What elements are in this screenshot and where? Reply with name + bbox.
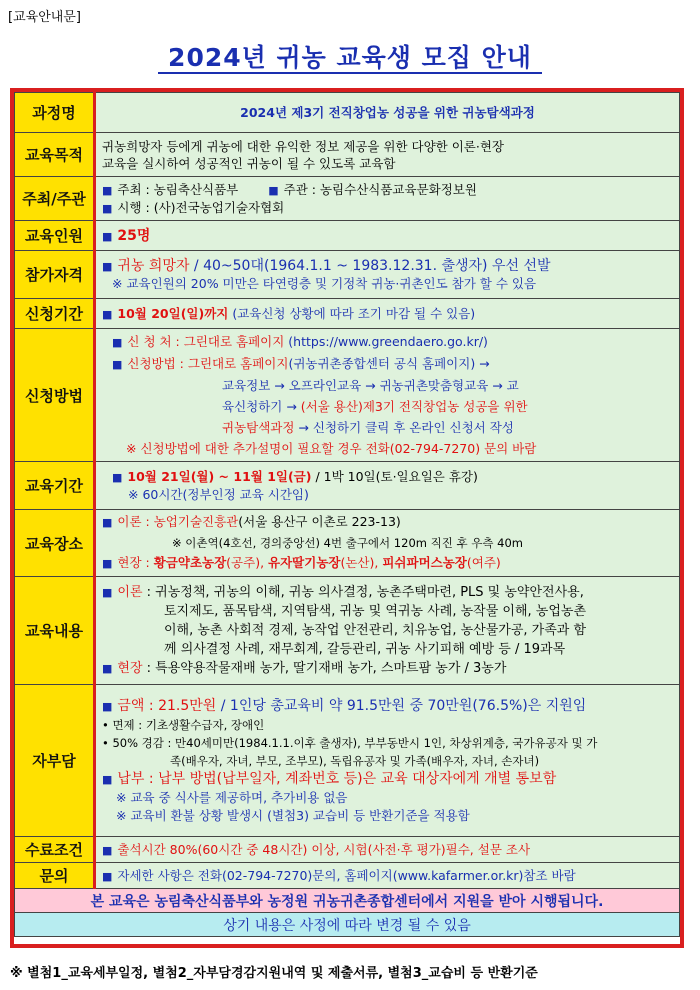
executor-text: 시행 : (사)전국농업기술자협회 bbox=[117, 199, 285, 215]
place-field-3: 피쉬파머스농장 bbox=[382, 555, 467, 570]
place-address: (서울 용산구 이촌로 223-13) bbox=[238, 514, 401, 529]
notice-support: 본 교육은 농림축산식품부와 농정원 귀농귀촌종합센터에서 지원을 받아 시행됩니다. bbox=[15, 889, 680, 913]
fee-exempt: • 면제 : 기초생활수급자, 장애인 bbox=[102, 717, 265, 732]
method-course: (서울 용산)제3기 전직창업농 성공을 위한 bbox=[300, 399, 528, 414]
method-content bbox=[95, 329, 680, 462]
content-field-head: 현장 bbox=[117, 661, 143, 676]
bullet-icon: ■ bbox=[102, 843, 113, 857]
place-field-2-region: (논산), bbox=[340, 555, 383, 570]
eligibility-target: 귀농 희망자 bbox=[117, 257, 190, 274]
row-course bbox=[15, 93, 680, 133]
label-course: 과정명 bbox=[15, 93, 95, 133]
bullet-icon: ■ bbox=[102, 869, 113, 883]
deadline-date: 10월 20일(일)까지 bbox=[117, 305, 229, 321]
capacity-content bbox=[95, 221, 680, 251]
row-inquiry bbox=[15, 863, 680, 889]
notice-change: 상기 내용은 사정에 따라 변경 될 수 있음 bbox=[15, 913, 680, 937]
label-deadline: 신청기간 bbox=[15, 299, 95, 329]
row-period bbox=[15, 462, 680, 510]
fee-refund: ※ 교육비 환불 상황 발생시 (별첨3) 교습비 등 반환기준을 적용함 bbox=[116, 807, 470, 823]
fee-half-1: • 50% 경감 : 만40세미만(1984.1.1.이후 출생자), 부부동반시 1인, 차상위계층, 국가유공자 및 가 bbox=[102, 735, 598, 750]
eligibility-note: ※ 교육인원의 20% 미만은 타연령층 및 기정착 귀농·귀촌인도 참가 할 수 있음 bbox=[112, 275, 537, 291]
label-completion: 수료조건 bbox=[15, 837, 95, 863]
inquiry-content bbox=[95, 863, 680, 889]
method-note: ※ 신청방법에 대한 추가설명이 필요할 경우 전화(02-794-7270) 문의 바람 bbox=[126, 441, 537, 456]
info-table-frame bbox=[10, 88, 684, 948]
row-host bbox=[15, 177, 680, 221]
fee-pay: 납부 : 납부 방법(납부일자, 계좌번호 등)은 교육 대상자에게 개별 통보함 bbox=[117, 770, 557, 787]
row-fee bbox=[15, 685, 680, 837]
fee-content bbox=[95, 685, 680, 837]
label-fee: 자부담 bbox=[15, 685, 95, 837]
deadline-note: (교육신청 상황에 따라 조기 마감 될 수 있음) bbox=[228, 305, 476, 321]
bullet-icon: ■ bbox=[102, 229, 113, 243]
fee-amount: 금액 : 21.5만원 bbox=[117, 697, 217, 714]
capacity-value: 25명 bbox=[117, 227, 151, 244]
place-field-2: 유자딸기농장 bbox=[268, 555, 341, 570]
content-content bbox=[95, 577, 680, 685]
bullet-icon: ■ bbox=[112, 358, 123, 371]
row-eligibility bbox=[15, 251, 680, 299]
place-theory: 이론 : 농업기술진흥관 bbox=[117, 514, 239, 529]
content-theory-3: 이해, 농촌 사회적 경제, 농작업 안전관리, 치유농업, 농산물가공, 가족과 함 bbox=[164, 623, 587, 638]
fee-amount-note: / 1인당 총교육비 약 91.5만원 중 70만원(76.5%)은 지원임 bbox=[216, 697, 587, 714]
bullet-icon: ■ bbox=[102, 516, 113, 529]
label-capacity: 교육인원 bbox=[15, 221, 95, 251]
bullet-icon: ■ bbox=[102, 201, 113, 215]
completion-content bbox=[95, 837, 680, 863]
title-underline bbox=[158, 72, 542, 74]
attachment-footer: ※ 별첨1_교육세부일정, 별첨2_자부담경감지원내역 및 제출서류, 별첨3_교습비 등 반환기준 bbox=[10, 966, 538, 981]
place-field-label: 현장 : bbox=[117, 555, 154, 570]
method-how: 신청방법 : 그린대로 홈페이지 bbox=[127, 356, 289, 371]
fee-half-2: 족(배우자, 자녀, 부모, 조부모), 독립유공자 및 가족(배우자, 자녀, 손자녀) bbox=[170, 753, 540, 768]
content-theory-2: 토지제도, 품목탐색, 지역탐색, 귀농 및 역귀농 사례, 농작물 이해, 농업농촌 bbox=[164, 604, 587, 619]
purpose-line2: 교육을 실시하여 성공적인 귀농이 될 수 있도록 교육함 bbox=[102, 155, 396, 171]
label-eligibility: 참가자격 bbox=[15, 251, 95, 299]
eligibility-content bbox=[95, 251, 680, 299]
organizer-text: 주관 : 농림수산식품교육문화정보원 bbox=[283, 181, 477, 197]
eligibility-age: / 40~50대(1964.1.1 ~ 1983.12.31. 출생자) 우선 선발 bbox=[189, 257, 551, 274]
row-notice-change bbox=[15, 913, 680, 937]
period-hours: ※ 60시간(정부인정 교육 시간임) bbox=[128, 487, 309, 502]
period-date: 10월 21일(월) ~ 11월 1일(금) bbox=[127, 469, 312, 484]
method-step2: 교육정보 → 오프라인교육 → 귀농귀촌맞춤형교육 → 교 bbox=[222, 378, 519, 393]
row-deadline bbox=[15, 299, 680, 329]
period-content bbox=[95, 462, 680, 510]
fee-meal: ※ 교육 중 식사를 제공하며, 추가비용 없음 bbox=[116, 789, 348, 805]
method-course-end: 귀농탐색과정 bbox=[222, 420, 295, 435]
bullet-icon: ■ bbox=[268, 183, 279, 197]
method-how-detail: (귀농귀촌종합센터 공식 홈페이지) → bbox=[288, 356, 490, 371]
bullet-icon: ■ bbox=[102, 259, 113, 273]
content-field: : 특용약용작물재배 농가, 딸기재배 농가, 스마트팜 농가 / 3농가 bbox=[142, 661, 507, 676]
place-field-3-region: (여주) bbox=[466, 555, 501, 570]
host-text: 주최 : 농림축산식품부 bbox=[117, 181, 239, 197]
course-name: 2024년 제3기 전직창업농 성공을 위한 귀농탐색과정 bbox=[95, 93, 680, 133]
row-capacity bbox=[15, 221, 680, 251]
label-place: 교육장소 bbox=[15, 510, 95, 577]
row-place bbox=[15, 510, 680, 577]
host-content bbox=[95, 177, 680, 221]
row-completion bbox=[15, 837, 680, 863]
bullet-icon: ■ bbox=[102, 772, 113, 786]
method-step4: → 신청하기 클릭 후 온라인 신청서 작성 bbox=[294, 420, 514, 435]
bullet-icon: ■ bbox=[102, 183, 113, 197]
deadline-content bbox=[95, 299, 680, 329]
bullet-icon: ■ bbox=[102, 662, 113, 675]
bullet-icon: ■ bbox=[102, 699, 113, 713]
label-purpose: 교육목적 bbox=[15, 133, 95, 177]
row-content bbox=[15, 577, 680, 685]
document-tag: [교육안내문] bbox=[8, 10, 81, 25]
place-field-1-region: (공주), bbox=[226, 555, 269, 570]
label-content: 교육내용 bbox=[15, 577, 95, 685]
period-extra: / 1박 10일(토·일요일은 휴강) bbox=[311, 469, 478, 484]
bullet-icon: ■ bbox=[102, 557, 113, 570]
info-table bbox=[14, 92, 680, 937]
inquiry-value: 자세한 사항은 전화(02-794-7270)문의, 홈페이지(www.kafarmer.or.kr)참조 바람 bbox=[117, 867, 576, 883]
method-url: (https://www.greendaero.go.kr/) bbox=[284, 334, 488, 349]
place-content bbox=[95, 510, 680, 577]
place-direction: ※ 이촌역(4호선, 경의중앙선) 4번 출구에서 120m 직진 후 우측 40m bbox=[172, 536, 523, 550]
content-theory-1: : 귀농정책, 귀농의 이해, 귀농 의사결정, 농촌주택마련, PLS 및 농약안전사용, bbox=[142, 585, 584, 600]
bullet-icon: ■ bbox=[102, 586, 113, 599]
bullet-icon: ■ bbox=[112, 336, 123, 349]
content-theory-head: 이론 bbox=[117, 585, 143, 600]
method-step3: 육신청하기 → bbox=[222, 399, 301, 414]
purpose-line1: 귀농희망자 등에게 귀농에 대한 유익한 정보 제공을 위한 다양한 이론·현장 bbox=[102, 138, 504, 154]
bullet-icon: ■ bbox=[102, 307, 113, 321]
method-where: 신 청 처 : 그린대로 홈페이지 bbox=[127, 334, 285, 349]
label-host: 주최/주관 bbox=[15, 177, 95, 221]
row-method bbox=[15, 329, 680, 462]
label-method: 신청방법 bbox=[15, 329, 95, 462]
row-purpose bbox=[15, 133, 680, 177]
purpose-content bbox=[95, 133, 680, 177]
label-inquiry: 문의 bbox=[15, 863, 95, 889]
place-field-1: 황금약초농장 bbox=[153, 555, 227, 570]
row-notice-support bbox=[15, 889, 680, 913]
content-theory-4: 께 의사결정 사례, 재무회계, 갈등관리, 귀농 사기피해 예방 등 / 19과목 bbox=[164, 642, 566, 657]
bullet-icon: ■ bbox=[112, 471, 123, 484]
label-period: 교육기간 bbox=[15, 462, 95, 510]
completion-value: 출석시간 80%(60시간 중 48시간) 이상, 시험(사전·후 평가)필수, 설문 조사 bbox=[117, 841, 531, 857]
page-title: 2024년 귀농 교육생 모집 안내 bbox=[168, 43, 532, 72]
